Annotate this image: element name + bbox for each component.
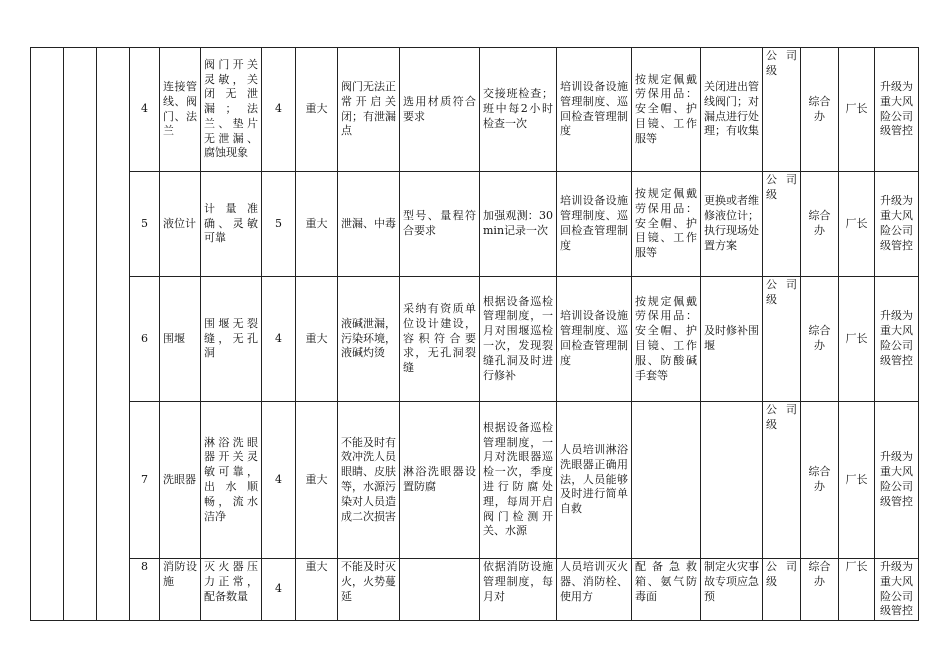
upgrade-note: 升级为重大风险公司级管控 (875, 559, 919, 621)
engineering-measure: 选用材质符合要求 (400, 48, 480, 172)
consequence: 不能及时灭火，火势蔓延 (338, 559, 400, 621)
check-standard: 淋浴洗眼器开关灵敏可靠，出水顺畅，流水洁净 (201, 402, 262, 559)
row-number: 6 (130, 277, 160, 402)
row-number: 8 (130, 559, 160, 621)
upgrade-note: 升级为重大风险公司级管控 (875, 277, 919, 402)
row-number: 5 (130, 172, 160, 277)
consequence: 不能及时有效冲洗人员眼睛、皮肤等，水源污染对人员造成二次损害 (338, 402, 400, 559)
control-level: 公司级 (763, 277, 801, 402)
management-measure: 培训设备设施管理制度、巡回检查管理制度 (557, 48, 632, 172)
inspection-measure: 交接班检查；班中每2小时检查一次 (480, 48, 557, 172)
inspection-measure: 加强观测：30min记录一次 (480, 172, 557, 277)
responsible-person: 厂长 (839, 402, 875, 559)
check-item: 洗眼器 (160, 402, 201, 559)
check-standard: 阀门开关灵敏，关闭无泄漏；法兰、垫片无泄漏、腐蚀现象 (201, 48, 262, 172)
check-item: 围堰 (160, 277, 201, 402)
ppe-measure: 配备急救箱、氨气防毒面 (632, 559, 701, 621)
management-measure: 培训设备设施管理制度、巡回检查管理制度 (557, 277, 632, 402)
ppe-measure: 按规定佩戴劳保用品：安全帽、护目镜、工作服等 (632, 172, 701, 277)
check-standard: 灭火器压力正常，配备数量 (201, 559, 262, 621)
risk-control-table-page (30, 47, 919, 621)
responsible-department: 综合办 (801, 48, 839, 172)
emergency-measure: 及时修补围堰 (701, 277, 763, 402)
check-item: 连接管线、阀门、法兰 (160, 48, 201, 172)
merged-blank-cell (31, 48, 64, 621)
emergency-measure: 更换或者维修液位计；执行现场处置方案 (701, 172, 763, 277)
check-standard: 计量准确、灵敏可靠 (201, 172, 262, 277)
upgrade-note: 升级为重大风险公司级管控 (875, 48, 919, 172)
control-level: 公司级 (763, 559, 801, 621)
management-measure: 培训设备设施管理制度、巡回检查管理制度 (557, 172, 632, 277)
risk-level: 重大 (296, 48, 338, 172)
upgrade-note: 升级为重大风险公司级管控 (875, 172, 919, 277)
table-row (31, 172, 919, 277)
merged-blank-cell (64, 48, 97, 621)
ppe-measure: 按规定佩戴劳保用品：安全帽、护目镜、工作服、防酸碱手套等 (632, 277, 701, 402)
risk-level: 重大 (296, 402, 338, 559)
risk-score: 5 (262, 172, 296, 277)
check-item: 液位计 (160, 172, 201, 277)
control-level: 公司级 (763, 48, 801, 172)
risk-level: 重大 (296, 277, 338, 402)
risk-score: 4 (262, 402, 296, 559)
responsible-department: 综合办 (801, 559, 839, 621)
ppe-measure (632, 402, 701, 559)
control-level: 公司级 (763, 172, 801, 277)
inspection-measure: 依据消防设施管理制度，每月对 (480, 559, 557, 621)
management-measure: 人员培训淋浴洗眼器正确用法，人员能够及时进行简单自救 (557, 402, 632, 559)
row-number: 4 (130, 48, 160, 172)
responsible-person: 厂长 (839, 48, 875, 172)
responsible-department: 综合办 (801, 277, 839, 402)
risk-score: 4 (262, 277, 296, 402)
table-row (31, 48, 919, 172)
risk-score: 4 (262, 48, 296, 172)
emergency-measure: 关闭进出管线阀门；对漏点进行处理；有收集 (701, 48, 763, 172)
responsible-department: 综合办 (801, 172, 839, 277)
check-item: 消防设施 (160, 559, 201, 621)
engineering-measure: 型号、量程符合要求 (400, 172, 480, 277)
risk-control-table (30, 47, 919, 621)
merged-blank-cell (97, 48, 130, 621)
table-row (31, 559, 919, 621)
risk-score: 4 (262, 559, 296, 621)
consequence: 泄漏、中毒 (338, 172, 400, 277)
row-number: 7 (130, 402, 160, 559)
consequence: 液碱泄漏，污染环境，液碱灼烫 (338, 277, 400, 402)
check-standard: 围堰无裂缝，无孔洞 (201, 277, 262, 402)
table-row (31, 277, 919, 402)
responsible-department: 综合办 (801, 402, 839, 559)
control-level: 公司级 (763, 402, 801, 559)
responsible-person: 厂长 (839, 559, 875, 621)
ppe-measure: 按规定佩戴劳保用品：安全帽、护目镜、工作服等 (632, 48, 701, 172)
risk-level: 重大 (296, 172, 338, 277)
upgrade-note: 升级为重大风险公司级管控 (875, 402, 919, 559)
emergency-measure (701, 402, 763, 559)
emergency-measure: 制定火灾事故专项应急预 (701, 559, 763, 621)
consequence: 阀门无法正常开启关闭；有泄漏点 (338, 48, 400, 172)
responsible-person: 厂长 (839, 172, 875, 277)
engineering-measure: 采纳有资质单位设计建设，容积符合要求，无孔洞裂缝 (400, 277, 480, 402)
management-measure: 人员培训灭火器、消防栓、使用方 (557, 559, 632, 621)
inspection-measure: 根据设备巡检管理制度，一月对围堰巡检一次，发现裂缝孔洞及时进行修补 (480, 277, 557, 402)
table-row (31, 402, 919, 559)
responsible-person: 厂长 (839, 277, 875, 402)
engineering-measure: 淋浴洗眼器设置防腐 (400, 402, 480, 559)
inspection-measure: 根据设备巡检管理制度，一月对洗眼器巡检一次，季度进行防腐处理，每周开启阀门检测开关、水源 (480, 402, 557, 559)
engineering-measure (400, 559, 480, 621)
risk-level: 重大 (296, 559, 338, 621)
